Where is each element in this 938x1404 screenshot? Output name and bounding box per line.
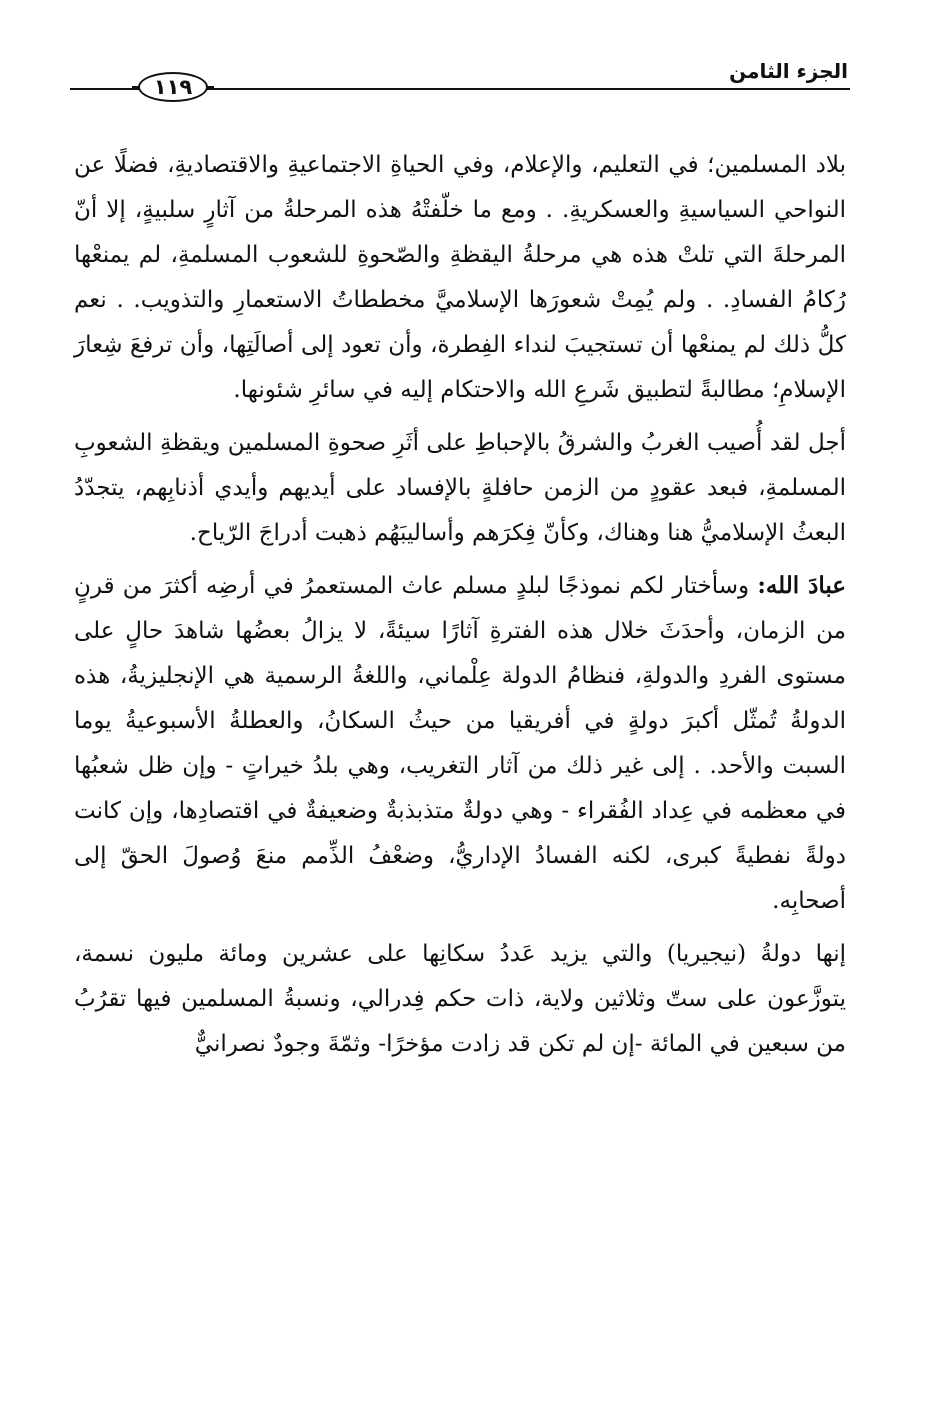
running-title: الجزء الثامن: [729, 59, 848, 83]
page-header: [70, 55, 850, 105]
paragraph-1: [74, 142, 846, 413]
paragraph-3: [74, 563, 846, 924]
paragraph-2: [74, 420, 846, 556]
paragraph-text: أجل لقد أُصيب الغربُ والشرقُ بالإحباطِ على أثَرِ صحوةِ المسلمين ويقظةِ الشعوبِ المسلمةِ، فبعد عقودٍ من الزمن حافلةٍ بالإفساد على أيديهم وأيدي أذنابِهم، يتجدّدُ البعثُ الإسلاميُّ هنا وهناك، وكأنّ فِكرَهم وأساليبَهُم ذهبت أدراجَ الرّياح.: [74, 430, 846, 546]
paragraph-4: [74, 931, 846, 1067]
paragraph-lead-address: عبادَ الله:: [757, 572, 846, 599]
paragraph-text: بلاد المسلمين؛ في التعليم، والإعلام، وفي الحياةِ الاجتماعيةِ والاقتصاديةِ، فضلًا عن النواحي السياسيةِ والعسكريةِ. . ومع ما خلّفتْهُ هذه المرحلةُ من آثارٍ سلبيةٍ، إلا أنّ المرحلةَ التي تلتْ هذه هي مرحلةُ اليقظةِ والصّحوةِ للشعوب المسلمةِ، لم يمنعْها رُكامُ الفسادِ. . ولم يُمِتْ شعورَها الإسلاميَّ مخططاتُ الاستعمارِ والتذويب. . نعم كلُّ ذلك لم يمنعْها أن تستجيبَ لنداء الفِطرة، وأن تعود إلى أصالَتِها، وأن ترفعَ شِعارَ الإسلامِ؛ مطالبةً لتطبيق شَرعِ الله والاحتكام إليه في سائرِ شئونها.: [74, 152, 846, 403]
page-body: [74, 142, 846, 1067]
paragraph-text: وسأختار لكم نموذجًا لبلدٍ مسلم عاث المستعمرُ في أرضِه أكثرَ من قرنٍ من الزمان، وأحدَثَ خلال هذه الفترةِ آثارًا سيئةً، لا يزالُ بعضُها شاهدَ حالٍ على مستوى الفردِ والدولةِ، فنظامُ الدولة عِلْماني، واللغةُ الرسمية هي الإنجليزيةُ، هذه الدولةُ تُمثّل أكبرَ دولةٍ في أفريقيا من حيثُ السكانُ، والعطلةُ الأسبوعيةُ يوما السبت والأحد. . إلى غير ذلك من آثار التغريب، وهي بلدُ خيراتٍ - وإن ظل شعبُها في معظمه في عِداد الفُقراء - وهي دولةٌ متذبذبةٌ وضعيفةٌ في اقتصادِها، وإن كانت دولةً نفطيةً كبرى، لكنه الفسادُ الإداريُّ، وضعْفُ الذِّمم منعَ وُصولَ الحقّ إلى أصحابِه.: [74, 573, 846, 914]
page-number-frame: [138, 72, 208, 102]
paragraph-text: إنها دولةُ (نيجيريا) والتي يزيد عَددُ سكانِها على عشرين ومائة مليون نسمة، يتوزَّعون على ستّ وثلاثين ولاية، ذات حكم فِدرالي، ونسبةُ المسلمين فيها تقرُبُ من سبعين في المائة -إن لم تكن قد زادت مؤخرًا- وثمّةَ وجودٌ نصرانيٌّ: [74, 941, 846, 1057]
page-number: ١١٩: [153, 74, 193, 99]
